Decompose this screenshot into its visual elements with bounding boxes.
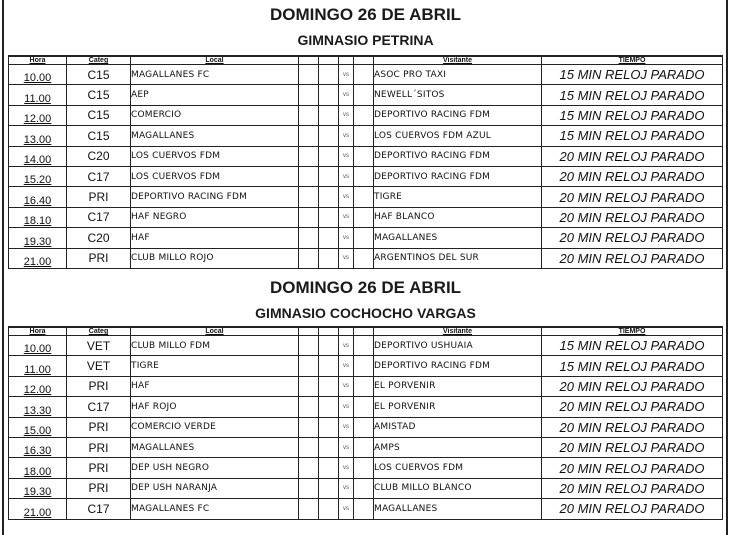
header-visitante: Visitante bbox=[374, 327, 542, 336]
home-team: DEP USH NARANJA bbox=[131, 478, 299, 498]
page-border-left bbox=[2, 0, 4, 535]
match-time: 21.00 bbox=[9, 499, 67, 519]
away-score-cell bbox=[354, 458, 374, 478]
home-team: LOS CUERVOS FDM bbox=[131, 166, 299, 186]
home-score-cell bbox=[319, 478, 339, 498]
match-category: C17 bbox=[67, 499, 131, 519]
home-team: CLUB MILLO FDM bbox=[131, 336, 299, 356]
home-score-cell bbox=[319, 207, 339, 227]
match-duration: 15 MIN RELOJ PARADO bbox=[542, 105, 723, 125]
away-team: DEPORTIVO RACING FDM bbox=[374, 146, 542, 166]
home-score-cell bbox=[319, 166, 339, 186]
section-date-title: DOMINGO 26 DE ABRIL bbox=[269, 278, 462, 297]
match-duration: 15 MIN RELOJ PARADO bbox=[542, 65, 723, 85]
header-tiempo: TIEMPO bbox=[542, 56, 723, 65]
match-time: 13.30 bbox=[9, 397, 67, 417]
match-category: VET bbox=[67, 356, 131, 376]
away-score-cell bbox=[354, 478, 374, 498]
vs-label: vs bbox=[339, 126, 354, 146]
home-team: COMERCIO bbox=[131, 105, 299, 125]
away-team: DEPORTIVO RACING FDM bbox=[374, 356, 542, 376]
away-score-cell bbox=[354, 499, 374, 519]
home-score-cell bbox=[319, 146, 339, 166]
home-score-cell bbox=[299, 187, 319, 207]
match-time: 19.30 bbox=[9, 228, 67, 248]
match-time: 11.00 bbox=[9, 356, 67, 376]
home-score-cell bbox=[319, 417, 339, 437]
away-score-cell bbox=[354, 228, 374, 248]
vs-label: vs bbox=[339, 65, 354, 85]
match-time: 13.00 bbox=[9, 126, 67, 146]
header-blank bbox=[319, 56, 339, 65]
vs-label: vs bbox=[339, 376, 354, 396]
home-team: COMERCIO VERDE bbox=[131, 417, 299, 437]
table-row bbox=[9, 356, 723, 376]
vs-label: vs bbox=[339, 417, 354, 437]
match-duration: 20 MIN RELOJ PARADO bbox=[542, 437, 723, 457]
away-team: TIGRE bbox=[374, 187, 542, 207]
match-category: C15 bbox=[67, 65, 131, 85]
home-team: CLUB MILLO ROJO bbox=[131, 248, 299, 268]
table-row bbox=[9, 85, 723, 105]
table-row bbox=[9, 499, 723, 519]
match-duration: 20 MIN RELOJ PARADO bbox=[542, 166, 723, 186]
table-row bbox=[9, 166, 723, 186]
match-category: C17 bbox=[67, 397, 131, 417]
away-score-cell bbox=[354, 437, 374, 457]
home-score-cell bbox=[319, 336, 339, 356]
vs-label: vs bbox=[339, 499, 354, 519]
vs-label: vs bbox=[339, 437, 354, 457]
section-venue-title: GIMNASIO COCHOCHO VARGAS bbox=[255, 305, 476, 321]
home-team: HAF bbox=[131, 228, 299, 248]
table-row bbox=[9, 65, 723, 85]
vs-label: vs bbox=[339, 207, 354, 227]
home-score-cell bbox=[299, 458, 319, 478]
vs-label: vs bbox=[339, 458, 354, 478]
home-team: DEP USH NEGRO bbox=[131, 458, 299, 478]
away-team: LOS CUERVOS FDM AZUL bbox=[374, 126, 542, 146]
away-team: AMPS bbox=[374, 437, 542, 457]
table-row bbox=[9, 105, 723, 125]
schedule-table bbox=[8, 326, 723, 520]
home-score-cell bbox=[319, 356, 339, 376]
home-team: MAGALLANES bbox=[131, 437, 299, 457]
home-score-cell bbox=[319, 228, 339, 248]
vs-label: vs bbox=[339, 146, 354, 166]
header-blank bbox=[354, 327, 374, 336]
header-blank bbox=[319, 327, 339, 336]
home-score-cell bbox=[299, 248, 319, 268]
match-category: C20 bbox=[67, 228, 131, 248]
home-score-cell bbox=[299, 499, 319, 519]
table-row bbox=[9, 187, 723, 207]
match-duration: 20 MIN RELOJ PARADO bbox=[542, 397, 723, 417]
home-score-cell bbox=[319, 65, 339, 85]
header-categoria: Categ bbox=[67, 327, 131, 336]
home-team: DEPORTIVO RACING FDM bbox=[131, 187, 299, 207]
home-score-cell bbox=[299, 207, 319, 227]
match-duration: 20 MIN RELOJ PARADO bbox=[542, 207, 723, 227]
match-category: PRI bbox=[67, 458, 131, 478]
home-team: LOS CUERVOS FDM bbox=[131, 146, 299, 166]
vs-label: vs bbox=[339, 228, 354, 248]
table-row bbox=[9, 478, 723, 498]
home-score-cell bbox=[319, 499, 339, 519]
home-score-cell bbox=[299, 146, 319, 166]
match-duration: 20 MIN RELOJ PARADO bbox=[542, 187, 723, 207]
away-team: DEPORTIVO USHUAIA bbox=[374, 336, 542, 356]
match-time: 15.00 bbox=[9, 417, 67, 437]
home-score-cell bbox=[299, 336, 319, 356]
match-time: 12.00 bbox=[9, 376, 67, 396]
match-category: PRI bbox=[67, 417, 131, 437]
home-score-cell bbox=[319, 85, 339, 105]
away-team: EL PORVENIR bbox=[374, 397, 542, 417]
home-score-cell bbox=[299, 397, 319, 417]
away-score-cell bbox=[354, 207, 374, 227]
header-blank bbox=[339, 56, 354, 65]
match-duration: 15 MIN RELOJ PARADO bbox=[542, 336, 723, 356]
match-category: PRI bbox=[67, 478, 131, 498]
header-tiempo: TIEMPO bbox=[542, 327, 723, 336]
match-duration: 20 MIN RELOJ PARADO bbox=[542, 248, 723, 268]
home-score-cell bbox=[299, 356, 319, 376]
away-score-cell bbox=[354, 65, 374, 85]
vs-label: vs bbox=[339, 248, 354, 268]
home-score-cell bbox=[299, 65, 319, 85]
match-duration: 20 MIN RELOJ PARADO bbox=[542, 478, 723, 498]
home-score-cell bbox=[319, 376, 339, 396]
match-duration: 20 MIN RELOJ PARADO bbox=[542, 376, 723, 396]
match-time: 14.00 bbox=[9, 146, 67, 166]
home-team: HAF bbox=[131, 376, 299, 396]
match-duration: 15 MIN RELOJ PARADO bbox=[542, 126, 723, 146]
away-team: DEPORTIVO RACING FDM bbox=[374, 105, 542, 125]
away-score-cell bbox=[354, 146, 374, 166]
home-score-cell bbox=[319, 248, 339, 268]
home-score-cell bbox=[319, 126, 339, 146]
vs-label: vs bbox=[339, 85, 354, 105]
away-score-cell bbox=[354, 397, 374, 417]
header-blank bbox=[299, 327, 319, 336]
match-duration: 20 MIN RELOJ PARADO bbox=[542, 499, 723, 519]
match-category: C17 bbox=[67, 207, 131, 227]
section-date-title: DOMINGO 26 DE ABRIL bbox=[269, 5, 462, 24]
match-time: 15.20 bbox=[9, 166, 67, 186]
home-team: MAGALLANES bbox=[131, 126, 299, 146]
home-score-cell bbox=[299, 437, 319, 457]
home-score-cell bbox=[319, 458, 339, 478]
header-visitante: Visitante bbox=[374, 56, 542, 65]
match-duration: 20 MIN RELOJ PARADO bbox=[542, 146, 723, 166]
table-row bbox=[9, 437, 723, 457]
header-blank bbox=[339, 327, 354, 336]
table-row bbox=[9, 336, 723, 356]
table-row bbox=[9, 146, 723, 166]
match-category: C15 bbox=[67, 126, 131, 146]
table-row bbox=[9, 126, 723, 146]
table-row bbox=[9, 417, 723, 437]
away-team: LOS CUERVOS FDM bbox=[374, 458, 542, 478]
table-row bbox=[9, 248, 723, 268]
away-score-cell bbox=[354, 166, 374, 186]
match-category: C17 bbox=[67, 166, 131, 186]
away-team: MAGALLANES bbox=[374, 228, 542, 248]
away-team: AMISTAD bbox=[374, 417, 542, 437]
header-hora: Hora bbox=[9, 56, 67, 65]
home-team: HAF NEGRO bbox=[131, 207, 299, 227]
match-duration: 15 MIN RELOJ PARADO bbox=[542, 85, 723, 105]
vs-label: vs bbox=[339, 356, 354, 376]
match-category: PRI bbox=[67, 187, 131, 207]
away-score-cell bbox=[354, 126, 374, 146]
table-row bbox=[9, 376, 723, 396]
match-time: 18.10 bbox=[9, 207, 67, 227]
header-local: Local bbox=[131, 56, 299, 65]
match-category: C15 bbox=[67, 85, 131, 105]
home-score-cell bbox=[319, 105, 339, 125]
away-score-cell bbox=[354, 248, 374, 268]
match-category: C15 bbox=[67, 105, 131, 125]
away-score-cell bbox=[354, 336, 374, 356]
vs-label: vs bbox=[339, 166, 354, 186]
home-score-cell bbox=[299, 126, 319, 146]
away-team: CLUB MILLO BLANCO bbox=[374, 478, 542, 498]
home-score-cell bbox=[299, 478, 319, 498]
schedule-table bbox=[8, 55, 723, 269]
home-team: AEP bbox=[131, 85, 299, 105]
header-categoria: Categ bbox=[67, 56, 131, 65]
match-duration: 15 MIN RELOJ PARADO bbox=[542, 356, 723, 376]
home-team: MAGALLANES FC bbox=[131, 65, 299, 85]
match-time: 16.30 bbox=[9, 437, 67, 457]
match-duration: 20 MIN RELOJ PARADO bbox=[542, 417, 723, 437]
away-team: MAGALLANES bbox=[374, 499, 542, 519]
home-score-cell bbox=[299, 85, 319, 105]
match-duration: 20 MIN RELOJ PARADO bbox=[542, 228, 723, 248]
match-category: PRI bbox=[67, 437, 131, 457]
table-row bbox=[9, 228, 723, 248]
match-category: VET bbox=[67, 336, 131, 356]
match-duration: 20 MIN RELOJ PARADO bbox=[542, 458, 723, 478]
home-score-cell bbox=[299, 105, 319, 125]
table-row bbox=[9, 397, 723, 417]
home-score-cell bbox=[319, 437, 339, 457]
page-border-right bbox=[726, 0, 728, 535]
match-category: C20 bbox=[67, 146, 131, 166]
away-team: ARGENTINOS DEL SUR bbox=[374, 248, 542, 268]
table-row bbox=[9, 207, 723, 227]
away-score-cell bbox=[354, 376, 374, 396]
header-blank bbox=[299, 56, 319, 65]
away-score-cell bbox=[354, 187, 374, 207]
away-team: HAF BLANCO bbox=[374, 207, 542, 227]
match-time: 10.00 bbox=[9, 336, 67, 356]
away-team: DEPORTIVO RACING FDM bbox=[374, 166, 542, 186]
home-score-cell bbox=[319, 187, 339, 207]
home-team: HAF ROJO bbox=[131, 397, 299, 417]
vs-label: vs bbox=[339, 478, 354, 498]
header-hora: Hora bbox=[9, 327, 67, 336]
away-score-cell bbox=[354, 417, 374, 437]
vs-label: vs bbox=[339, 187, 354, 207]
home-score-cell bbox=[299, 376, 319, 396]
home-score-cell bbox=[319, 397, 339, 417]
header-local: Local bbox=[131, 327, 299, 336]
home-score-cell bbox=[299, 166, 319, 186]
away-score-cell bbox=[354, 105, 374, 125]
away-score-cell bbox=[354, 356, 374, 376]
match-category: PRI bbox=[67, 376, 131, 396]
vs-label: vs bbox=[339, 397, 354, 417]
away-team: EL PORVENIR bbox=[374, 376, 542, 396]
home-score-cell bbox=[299, 417, 319, 437]
match-time: 21.00 bbox=[9, 248, 67, 268]
match-time: 19.30 bbox=[9, 478, 67, 498]
match-time: 11.00 bbox=[9, 85, 67, 105]
vs-label: vs bbox=[339, 105, 354, 125]
home-team: TIGRE bbox=[131, 356, 299, 376]
table-row bbox=[9, 458, 723, 478]
header-blank bbox=[354, 56, 374, 65]
match-time: 16.40 bbox=[9, 187, 67, 207]
away-team: ASOC PRO TAXI bbox=[374, 65, 542, 85]
match-category: PRI bbox=[67, 248, 131, 268]
vs-label: vs bbox=[339, 336, 354, 356]
match-time: 12.00 bbox=[9, 105, 67, 125]
section-venue-title: GIMNASIO PETRINA bbox=[297, 32, 434, 48]
match-time: 10.00 bbox=[9, 65, 67, 85]
match-time: 18.00 bbox=[9, 458, 67, 478]
away-score-cell bbox=[354, 85, 374, 105]
home-team: MAGALLANES FC bbox=[131, 499, 299, 519]
away-team: NEWELL´SITOS bbox=[374, 85, 542, 105]
home-score-cell bbox=[299, 228, 319, 248]
